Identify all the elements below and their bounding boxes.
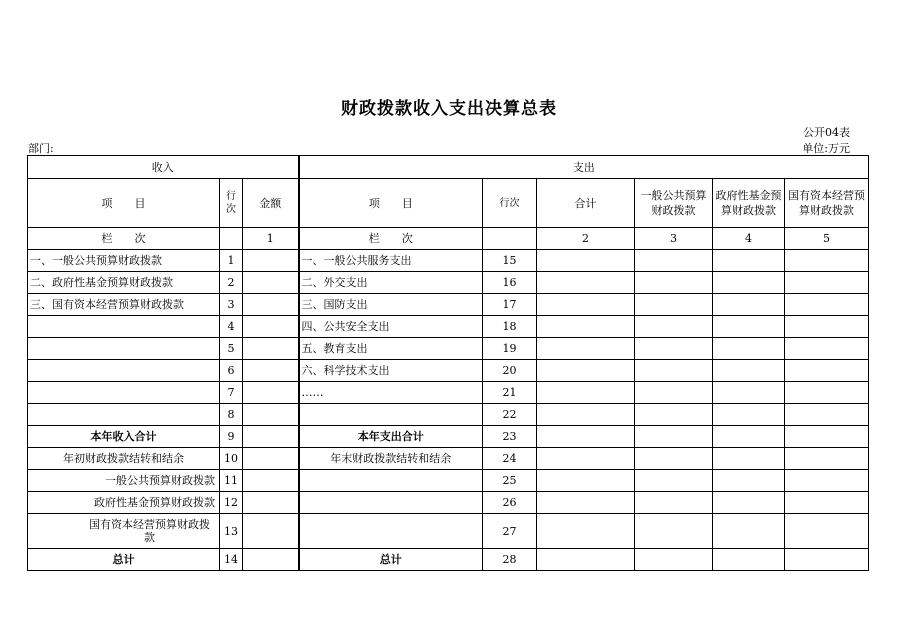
expense-line-no: 23 (483, 426, 537, 448)
income-line-no: 2 (220, 272, 243, 294)
expense-line-no: 21 (483, 382, 537, 404)
table-row (28, 470, 869, 492)
expense-item (299, 470, 483, 492)
income-item: 年初财政拨款结转和结余 (28, 448, 220, 470)
expense-item: 二、外交支出 (299, 272, 483, 294)
table-row (28, 404, 869, 426)
income-subtotal-label: 本年收入合计 (28, 426, 220, 448)
income-line-no: 1 (220, 250, 243, 272)
table-row (28, 250, 869, 272)
income-line-no: 10 (220, 448, 243, 470)
table-row (28, 426, 869, 448)
expense-line-no: 26 (483, 492, 537, 514)
state-capital-header: 国有资本经营预算财政拨款 (785, 179, 869, 228)
general-budget-header: 一般公共预算财政拨款 (635, 179, 713, 228)
expense-line-no: 28 (483, 549, 537, 571)
income-item: 一、一般公共预算财政拨款 (28, 250, 220, 272)
income-line-no: 12 (220, 492, 243, 514)
income-item (28, 338, 220, 360)
income-item (28, 316, 220, 338)
table-row (28, 360, 869, 382)
table-row (28, 448, 869, 470)
expense-subtotal-label: 本年支出合计 (299, 426, 483, 448)
income-amount-cell (243, 360, 299, 382)
income-amount-cell (243, 294, 299, 316)
income-item-header: 项 目 (28, 179, 220, 228)
income-item: 一般公共预算财政拨款 (28, 470, 220, 492)
table-row (28, 272, 869, 294)
income-grand-total-label: 总计 (28, 549, 220, 571)
expense-line-no: 24 (483, 448, 537, 470)
income-line-no: 4 (220, 316, 243, 338)
income-line-no-header: 行次 (220, 179, 243, 228)
expense-line-no-header: 行次 (483, 179, 537, 228)
income-line-no: 6 (220, 360, 243, 382)
income-item: 政府性基金预算财政拨款 (28, 492, 220, 514)
expense-item: 四、公共安全支出 (299, 316, 483, 338)
income-item: 国有资本经营预算财政拨款 (28, 514, 220, 549)
expense-line-no: 22 (483, 404, 537, 426)
income-header: 收入 (28, 156, 299, 179)
expense-line-no: 16 (483, 272, 537, 294)
expense-item: 三、国防支出 (299, 294, 483, 316)
expense-line-no: 19 (483, 338, 537, 360)
column-number-1: 1 (243, 228, 299, 250)
table-row (28, 316, 869, 338)
income-amount-cell (243, 250, 299, 272)
column-label-left: 栏 次 (28, 228, 220, 250)
table-row (28, 492, 869, 514)
income-amount-cell (243, 404, 299, 426)
expense-item (299, 514, 483, 549)
column-number-5: 5 (785, 228, 869, 250)
table-row (28, 338, 869, 360)
expense-total-header: 合计 (537, 179, 635, 228)
income-item (28, 404, 220, 426)
income-line-no: 5 (220, 338, 243, 360)
expense-item: 年末财政拨款结转和结余 (299, 448, 483, 470)
income-line-no: 14 (220, 549, 243, 571)
income-line-no: 3 (220, 294, 243, 316)
table-row (28, 549, 869, 571)
expense-line-no: 20 (483, 360, 537, 382)
expense-item (299, 404, 483, 426)
page-title: 财政拨款收入支出决算总表 (341, 99, 557, 119)
unit-label: 单位:万元 (802, 142, 850, 155)
income-line-no: 11 (220, 470, 243, 492)
column-number-4: 4 (713, 228, 785, 250)
expense-item: 一、一般公共服务支出 (299, 250, 483, 272)
expense-line-no: 18 (483, 316, 537, 338)
income-amount-cell (243, 272, 299, 294)
expense-grand-total-label: 总计 (299, 549, 483, 571)
income-line-no: 8 (220, 404, 243, 426)
form-number: 公开04表 (803, 126, 850, 139)
column-number-2: 2 (537, 228, 635, 250)
expense-line-no: 25 (483, 470, 537, 492)
income-item: 二、政府性基金预算财政拨款 (28, 272, 220, 294)
expense-item: 五、教育支出 (299, 338, 483, 360)
income-amount-cell (243, 338, 299, 360)
income-amount-cell (243, 549, 299, 571)
income-amount-cell (243, 382, 299, 404)
expense-item (299, 492, 483, 514)
expense-item: …… (299, 382, 483, 404)
department-label: 部门: (28, 142, 54, 155)
income-line-no: 9 (220, 426, 243, 448)
table-row (28, 514, 869, 549)
table-row (28, 294, 869, 316)
summary-table (27, 155, 869, 571)
table-row (28, 382, 869, 404)
expense-line-no: 27 (483, 514, 537, 549)
income-item: 三、国有资本经营预算财政拨款 (28, 294, 220, 316)
expense-item-header: 项 目 (299, 179, 483, 228)
expense-item: 六、科学技术支出 (299, 360, 483, 382)
income-amount-cell (243, 492, 299, 514)
expense-line-no: 17 (483, 294, 537, 316)
income-amount-header: 金额 (243, 179, 299, 228)
income-amount-cell (243, 448, 299, 470)
expense-header: 支出 (299, 156, 869, 179)
income-item (28, 360, 220, 382)
expense-line-no: 15 (483, 250, 537, 272)
income-amount-cell (243, 470, 299, 492)
income-amount-cell (243, 514, 299, 549)
fund-budget-header: 政府性基金预算财政拨款 (713, 179, 785, 228)
income-line-no: 7 (220, 382, 243, 404)
income-item (28, 382, 220, 404)
column-label-right: 栏 次 (299, 228, 483, 250)
column-number-3: 3 (635, 228, 713, 250)
income-line-no: 13 (220, 514, 243, 549)
income-amount-cell (243, 426, 299, 448)
income-amount-cell (243, 316, 299, 338)
